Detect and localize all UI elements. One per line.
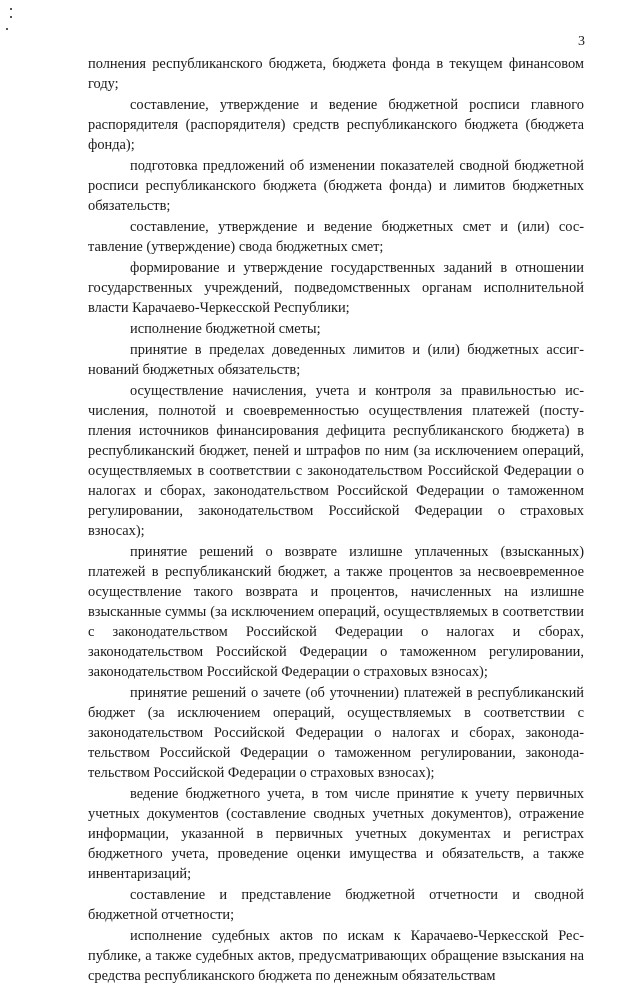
paragraph: исполнение бюджетной сметы;	[130, 321, 321, 337]
paragraph: принятие в пределах доведенных лимитов и (или) бюджетных ассигнований бюджетных обязательств;	[88, 342, 584, 378]
paragraph: осуществление начисления, учета и контроля за правильностью исчисления, полнотой и своевременностью осуществления платежей (поступления источников финансирования дефицита республиканского бюджета) в республиканский бюджет, пеней и штрафов по ним (за исключением операций, осуществляемых в соответствии с законодательством Российской Федерации о налогах и сборах, законодательством Российской Федерации о таможенном регулировании, законодательством Российской Федерации о страховых взносах);	[88, 383, 584, 539]
scan-mark	[10, 8, 12, 10]
paragraph: исполнение судебных актов по искам к Карачаево-Черкесской Республике, а также судебных актов, предусматривающих обращение взыскания на средства республиканского бюджета по денежным обязательствам	[88, 928, 584, 984]
document-body	[88, 54, 584, 987]
paragraph: подготовка предложений об изменении показателей сводной бюджетной росписи республиканского бюджета (бюджета фонда) и лимитов бюджетных обязательств;	[88, 158, 584, 214]
paragraph: ведение бюджетного учета, в том числе принятие к учету первичных учетных документов (составление сводных учетных документов), отражение информации, указанной в первичных учетных документах и регистрах бюджетного учета, проведение оценки имущества и обязательств, а также инвентаризаций;	[88, 786, 584, 882]
paragraph: составление, утверждение и ведение бюджетных смет и (или) составление (утверждение) свода бюджетных смет;	[88, 219, 584, 255]
scan-mark	[6, 28, 8, 30]
paragraph: полнения республиканского бюджета, бюджета фонда в текущем финансовом году;	[88, 56, 584, 92]
paragraph: принятие решений о возврате излишне уплаченных (взысканных) платежей в республиканский бюджет, а также процентов за несвоевременное осуществление такого возврата и процентов, начисленных на излишне взысканные суммы (за исключением операций, осуществляемых в соответствии с законодательством Российской Федерации о налогах и сборах, законодательством Российской Федерации о таможенном регулировании, законодательством Российской Федерации о страховых взносах);	[88, 544, 584, 680]
paragraph: формирование и утверждение государственных заданий в отношении государственных учреждений, подведомственных органам исполнительной власти Карачаево-Черкесской Республики;	[88, 260, 584, 316]
paragraph: составление и представление бюджетной отчетности и сводной бюджетной отчетности;	[88, 887, 584, 923]
scan-mark	[10, 16, 12, 18]
paragraph: составление, утверждение и ведение бюджетной росписи главного распорядителя (распорядителя) средств республиканского бюджета (бюджета фонда);	[88, 97, 584, 153]
page-number: 3	[578, 34, 585, 49]
paragraph: принятие решений о зачете (об уточнении) платежей в республиканский бюджет (за исключением операций, осуществляемых в соответствии с законодательством Российской Федерации о налогах и сборах, законодательством Российской Федерации о таможенном регулировании, законодательством Российской Федерации о страховых взносах);	[88, 685, 584, 781]
